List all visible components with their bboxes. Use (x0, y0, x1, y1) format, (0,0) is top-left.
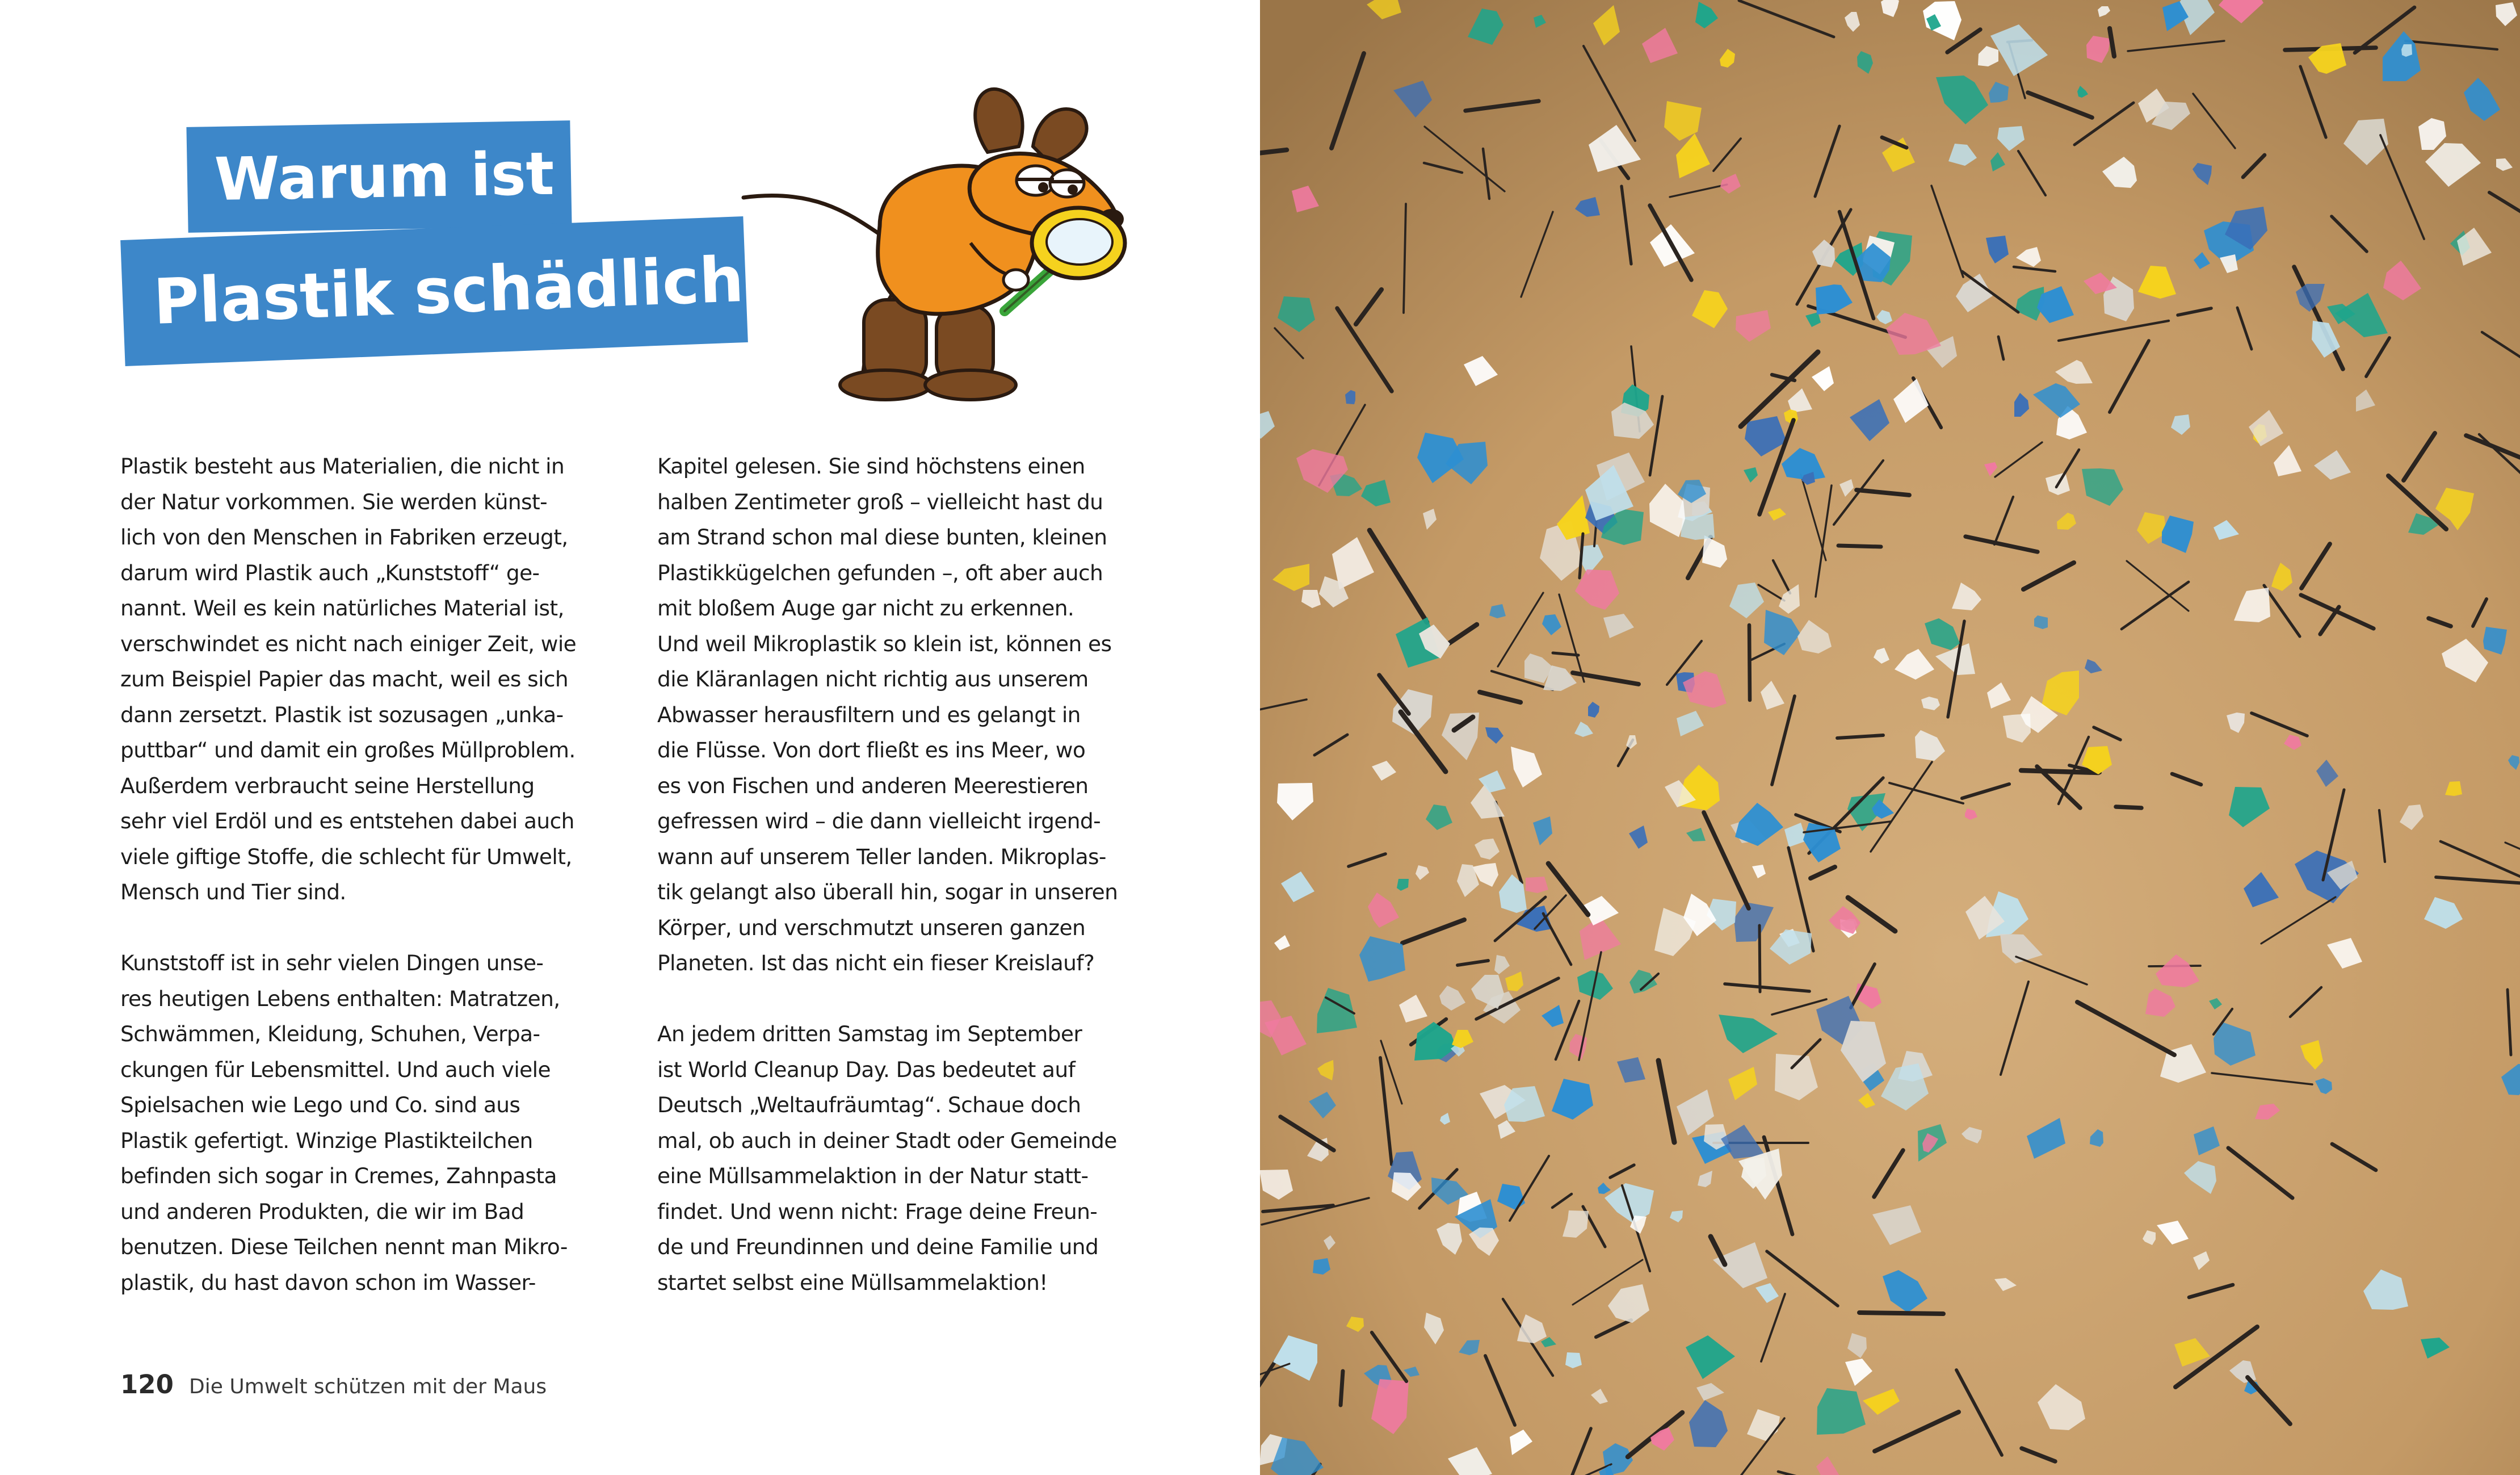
text-line: die Flüsse. Von dort fließt es ins Meer, wo (657, 738, 1086, 762)
text-line: Plastik besteht aus Materialien, die nicht in (120, 454, 565, 479)
microplastic-photo (1260, 0, 2520, 1475)
text-line: viele giftige Stoffe, die schlecht für Umwelt, (120, 844, 572, 869)
text-line: am Strand schon mal diese bunten, kleinen (657, 525, 1107, 550)
text-line: wann auf unserem Teller landen. Mikroplas- (657, 844, 1106, 869)
debris-fragment (1341, 1371, 1343, 1405)
text-line: mal, ob auch in deiner Stadt oder Gemeinde (657, 1128, 1117, 1153)
debris-fragment (2401, 44, 2412, 57)
debris-fragment (1759, 925, 1760, 992)
text-line: Plastikkügelchen gefunden –, oft aber auch (657, 560, 1103, 585)
debris-fragment (2116, 807, 2141, 808)
text-line: Mensch und Tier sind. (120, 879, 346, 904)
text-line: Abwasser herausfiltern und es gelangt in (657, 702, 1081, 727)
text-line: verschwindet es nicht nach einiger Zeit, wie (120, 631, 577, 656)
text-line: Schwämmen, Kleidung, Schuhen, Verpa- (120, 1021, 540, 1046)
text-line: Deutsch „Weltaufräumtag“. Schaue doch (657, 1092, 1081, 1117)
text-line: An jedem dritten Samstag im September (657, 1021, 1082, 1046)
debris-fragment (1681, 514, 1715, 540)
text-line: Und weil Mikroplastik so klein ist, können es (657, 631, 1112, 656)
microplastic-on-sand-icon (1260, 0, 2520, 1475)
paragraph-gap (120, 910, 620, 946)
text-line: ckungen für Lebensmittel. Und auch viele (120, 1057, 551, 1082)
text-line: dann zersetzt. Plastik ist sozusagen „unka- (120, 702, 564, 727)
text-line: puttbar“ und damit ein großes Müllproblem. (120, 738, 576, 762)
text-line: befinden sich sogar in Cremes, Zahnpasta (120, 1163, 557, 1188)
text-line: darum wird Plastik auch „Kunststoff“ ge- (120, 560, 540, 585)
debris-fragment (2021, 770, 2098, 773)
text-line: Kunststoff ist in sehr vielen Dingen unse- (120, 950, 544, 975)
title-text-1: Warum ist (213, 139, 555, 215)
text-line: benutzen. Diese Teilchen nennt man Mikro- (120, 1234, 568, 1259)
debris-fragment (1838, 546, 1881, 547)
text-line: ist World Cleanup Day. Das bedeutet auf (657, 1057, 1076, 1082)
paragraph-gap (657, 981, 1157, 1017)
text-line: Planeten. Ist das nicht ein fieser Kreislauf? (657, 950, 1095, 975)
text-line: nannt. Weil es kein natürliches Material ist, (120, 596, 564, 621)
text-line: plastik, du hast davon schon im Wasser- (120, 1269, 536, 1295)
text-line: findet. Und wenn nicht: Frage deine Freun- (657, 1199, 1098, 1224)
text-line: de und Freundinnen und deine Familie und (657, 1234, 1099, 1259)
text-line: res heutigen Lebens enthalten: Matratzen, (120, 986, 560, 1011)
text-line: sehr viel Erdöl und es entstehen dabei auch (120, 808, 574, 833)
text-line: Spielsachen wie Lego und Co. sind aus (120, 1092, 520, 1117)
title-line-1 (186, 120, 572, 233)
text-line: lich von den Menschen in Fabriken erzeugt, (120, 525, 568, 550)
mouse-illustration-icon (732, 84, 1164, 402)
text-line: Plastik gefertigt. Winzige Plastikteilchen (120, 1128, 533, 1153)
debris-fragment (1859, 1313, 1943, 1314)
text-line: Körper, und verschmutzt unseren ganzen (657, 915, 1086, 940)
text-line: tik gelangt also überall hin, sogar in unseren (657, 879, 1118, 904)
text-line: gefressen wird – die dann vielleicht irgend- (657, 808, 1101, 833)
text-line: mit bloßem Auge gar nicht zu erkennen. (657, 596, 1074, 621)
text-line: und anderen Produkten, die wir im Bad (120, 1199, 524, 1224)
text-line: Kapitel gelesen. Sie sind höchstens einen (657, 454, 1085, 479)
text-line: es von Fischen und anderen Meerestieren (657, 773, 1089, 798)
text-line: halben Zentimeter groß – vielleicht hast du (657, 489, 1103, 514)
text-line: Außerdem verbraucht seine Herstellung (120, 773, 535, 798)
text-line: die Kläranlagen nicht richtig aus unserem (657, 667, 1089, 692)
title-text-2: Plastik schädlich? (152, 241, 782, 338)
text-line: startet selbst eine Müllsammelaktion! (657, 1269, 1048, 1295)
text-line: eine Müllsammelaktion in der Natur statt- (657, 1163, 1089, 1188)
page-footer (120, 1369, 547, 1399)
text-line: zum Beispiel Papier das macht, weil es sich (120, 667, 569, 692)
text-line: der Natur vorkommen. Sie werden künst- (120, 489, 548, 514)
debris-fragment (1749, 625, 1750, 700)
text-column-1 (120, 449, 620, 1300)
page-number: 120 (120, 1369, 174, 1399)
debris-fragment (1526, 877, 1548, 893)
text-column-2 (657, 449, 1157, 1300)
section-title: Die Umwelt schützen mit der Maus (189, 1375, 547, 1398)
title-line-2 (120, 216, 782, 366)
